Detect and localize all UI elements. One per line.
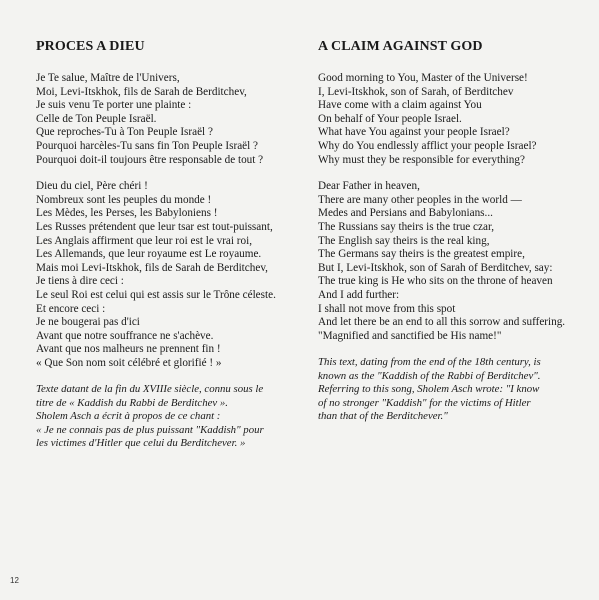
verse-line: What have You against your people Israel? — [318, 126, 510, 139]
verse-line: "Magnified and sanctified be His name!" — [318, 329, 502, 342]
note-line: Referring to this song, Sholem Asch wrote: "I know — [318, 383, 540, 396]
note-line: than that of the Berditchever." — [318, 409, 448, 422]
note-line: Sholem Asch a écrit à propos de ce chant : — [36, 410, 221, 423]
verse-line: The Russians say theirs is the true czar, — [318, 220, 495, 233]
verse-line: Je Te salue, Maître de l'Univers, — [36, 72, 180, 84]
page-number: 12 — [10, 576, 19, 585]
french-column — [36, 38, 304, 451]
french-stanza-1 — [36, 72, 304, 167]
verse-line: The English say theirs is the real king, — [318, 234, 490, 247]
note-line: known as the "Kaddish of the Rabbi of Berditchev". — [318, 369, 541, 382]
verse-line: Good morning to You, Master of the Universe! — [318, 72, 528, 84]
verse-line: Avant que notre souffrance ne s'achève. — [36, 329, 214, 342]
note-line: This text, dating from the end of the 18th century, is — [318, 356, 541, 369]
english-column — [318, 38, 586, 423]
note-line: titre de « Kaddish du Rabbi de Berditchev ». — [36, 396, 229, 409]
english-title: A CLAIM AGAINST GOD — [318, 39, 483, 54]
verse-line: Le seul Roi est celui qui est assis sur le Trône céleste. — [36, 288, 276, 301]
verse-line: I shall not move from this spot — [318, 302, 456, 315]
verse-line: The Germans say theirs is the greatest empire, — [318, 248, 525, 261]
verse-line: Moi, Levi-Itskhok, fils de Sarah de Berditchev, — [36, 85, 247, 98]
note-line: les victimes d'Hitler que celui du Berditchever. » — [36, 437, 246, 450]
verse-line: Dear Father in heaven, — [318, 180, 420, 193]
verse-line: There are many other peoples in the world — — [318, 193, 522, 206]
verse-line: Dieu du ciel, Père chéri ! — [36, 180, 148, 193]
verse-line: Celle de Ton Peuple Israël. — [36, 112, 157, 125]
note-line: of no stronger "Kaddish" for the victims of Hitler — [318, 396, 531, 409]
verse-line: Medes and Persians and Babylonians... — [318, 207, 493, 220]
verse-line: And I add further: — [318, 288, 400, 301]
verse-line: Mais moi Levi-Itskhok, fils de Sarah de Berditchev, — [36, 261, 268, 274]
verse-line: And let there be an end to all this sorrow and suffering. — [318, 316, 566, 329]
verse-line: Have come with a claim against You — [318, 99, 482, 112]
english-note — [318, 356, 586, 423]
verse-line: The true king is He who sits on the throne of heaven — [318, 275, 553, 288]
verse-line: Je tiens à dire ceci : — [36, 275, 124, 288]
french-title: PROCES A DIEU — [36, 39, 145, 54]
verse-line: But I, Levi-Itskhok, son of Sarah of Berditchev, say: — [318, 261, 553, 274]
french-stanza-2 — [36, 180, 304, 370]
verse-line: Avant que nos malheurs ne prennent fin ! — [36, 343, 221, 356]
verse-line: Les Anglais affirment que leur roi est le vrai roi, — [36, 234, 253, 247]
english-stanza-2 — [318, 180, 586, 343]
note-line: « Je ne connais pas de plus puissant "Kaddish" pour — [36, 423, 264, 436]
verse-line: Why do You endlessly afflict your people Israel? — [318, 139, 537, 152]
verse-line: Les Allemands, que leur royaume est Le royaume. — [36, 248, 262, 261]
verse-line: Pourquoi harcèles-Tu sans fin Ton Peuple Israël ? — [36, 139, 258, 152]
verse-line: Nombreux sont les peuples du monde ! — [36, 193, 212, 206]
verse-line: Les Russes prétendent que leur tsar est tout-puissant, — [36, 220, 273, 233]
french-note — [36, 383, 304, 450]
verse-line: Et encore ceci : — [36, 302, 106, 315]
verse-line: Les Mèdes, les Perses, les Babyloniens ! — [36, 207, 218, 220]
verse-line: On behalf of Your people Israel. — [318, 112, 462, 125]
note-line: Texte datant de la fin du XVIIIe siècle, connu sous le — [36, 383, 264, 396]
verse-line: Que reproches-Tu à Ton Peuple Israël ? — [36, 126, 213, 139]
english-stanza-1 — [318, 72, 586, 167]
verse-line: I, Levi-Itskhok, son of Sarah, of Berditchev — [318, 85, 514, 98]
verse-line: Je ne bougerai pas d'ici — [36, 316, 140, 329]
verse-line: Je suis venu Te porter une plainte : — [36, 99, 192, 112]
verse-line: Pourquoi doit-il toujours être responsable de tout ? — [36, 153, 264, 166]
verse-line: « Que Son nom soit célébré et glorifié ! » — [36, 356, 222, 369]
verse-line: Why must they be responsible for everything? — [318, 153, 525, 166]
